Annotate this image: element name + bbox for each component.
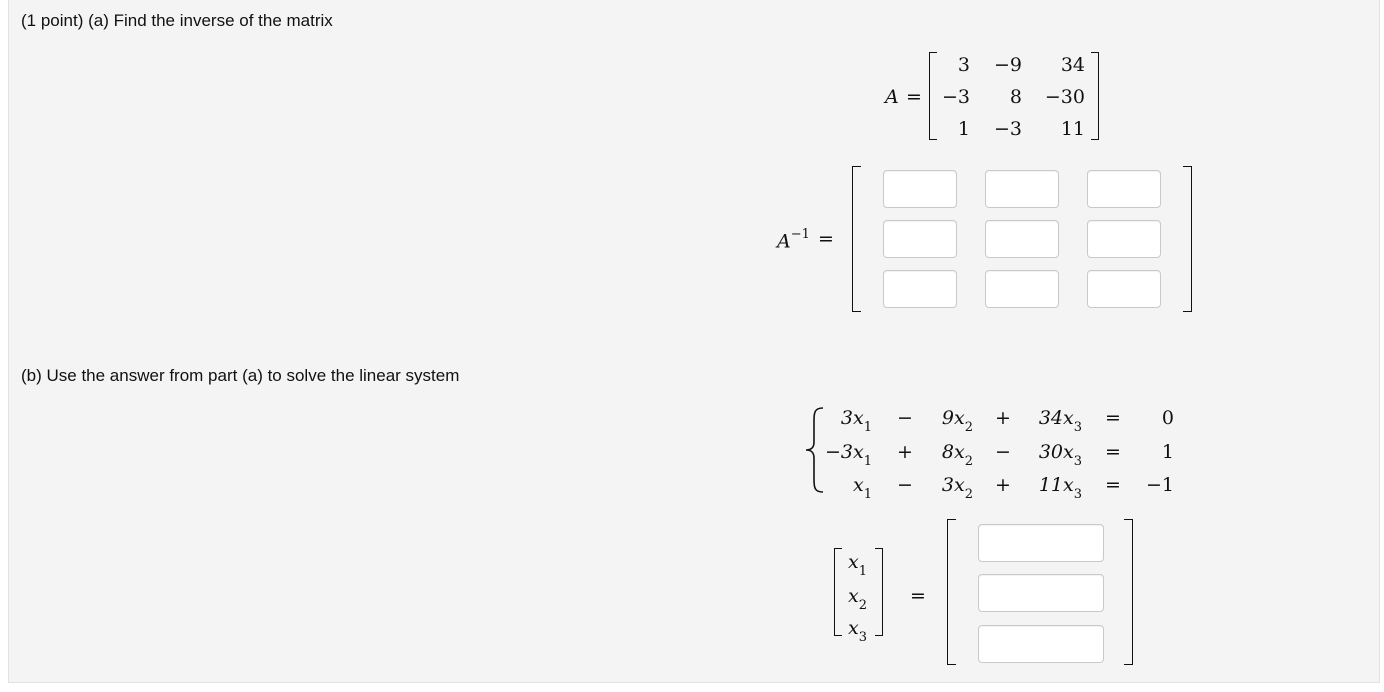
matrix-a-equals: = (906, 86, 922, 108)
x-vector-entry: $x_2$ (848, 585, 867, 613)
system-operator: + (995, 474, 1011, 496)
x-vector-entry: $x_1$ (848, 551, 867, 579)
inverse-label: $A^{-1}$ (777, 227, 810, 253)
system-operator: − (995, 441, 1011, 463)
system-term: $x_1$ (853, 474, 872, 502)
system-term: $11x_3$ (1038, 474, 1082, 502)
system-rhs: −1 (1145, 474, 1174, 496)
matrix-a-cell: −9 (993, 54, 1022, 76)
answer-left-bracket (947, 519, 956, 665)
system-operator: + (897, 441, 913, 463)
part-b-prompt: (b) Use the answer from part (a) to solve the linear system (21, 366, 460, 385)
matrix-a-cell: 34 (1060, 54, 1085, 76)
x-vector-entry: $x_3$ (848, 617, 867, 645)
matrix-a-cell: 3 (957, 54, 970, 76)
inverse-left-bracket (852, 166, 861, 312)
inverse-entry-input[interactable] (1087, 270, 1161, 308)
system-equals: = (1105, 474, 1121, 496)
inverse-entry-input[interactable] (883, 270, 957, 308)
matrix-a-cell: 11 (1060, 118, 1085, 140)
x-vector-right-bracket (875, 548, 883, 636)
system-term: $-3x_1$ (824, 441, 872, 469)
inverse-entry-input[interactable] (1087, 170, 1161, 208)
matrix-a-cell: −30 (1044, 86, 1085, 108)
system-rhs: 0 (1161, 407, 1174, 429)
matrix-a-right-bracket (1091, 52, 1099, 140)
system-operator: + (995, 407, 1011, 429)
answer-x2-input[interactable] (978, 574, 1104, 612)
answer-x3-input[interactable] (978, 625, 1104, 663)
inverse-equals: = (818, 228, 834, 250)
inverse-right-bracket (1183, 166, 1192, 312)
system-term: $30x_3$ (1038, 441, 1082, 469)
system-term: $9x_2$ (941, 407, 973, 435)
inverse-entry-input[interactable] (985, 270, 1059, 308)
matrix-a-cell: 8 (1009, 86, 1022, 108)
matrix-a-cell: −3 (993, 118, 1022, 140)
x-vector-left-bracket (834, 548, 842, 636)
answer-x1-input[interactable] (978, 524, 1104, 562)
system-equals: = (1105, 407, 1121, 429)
inverse-entry-input[interactable] (985, 170, 1059, 208)
system-equals: = (1105, 441, 1121, 463)
problem-panel (8, 0, 1380, 683)
system-term: $3x_1$ (840, 407, 872, 435)
matrix-a-label: A (885, 86, 899, 108)
system-operator: − (897, 474, 913, 496)
matrix-a-cell: −3 (941, 86, 970, 108)
system-operator: − (897, 407, 913, 429)
inverse-entry-input[interactable] (883, 220, 957, 258)
vector-equals: = (910, 585, 926, 607)
system-rhs: 1 (1161, 441, 1174, 463)
answer-right-bracket (1124, 519, 1133, 665)
part-a-prompt: (1 point) (a) Find the inverse of the matrix (21, 11, 333, 30)
matrix-a-cell: 1 (957, 118, 970, 140)
system-term: $34x_3$ (1038, 407, 1082, 435)
inverse-entry-input[interactable] (985, 220, 1059, 258)
system-term: $8x_2$ (941, 441, 973, 469)
inverse-entry-input[interactable] (883, 170, 957, 208)
system-term: $3x_2$ (941, 474, 973, 502)
inverse-entry-input[interactable] (1087, 220, 1161, 258)
